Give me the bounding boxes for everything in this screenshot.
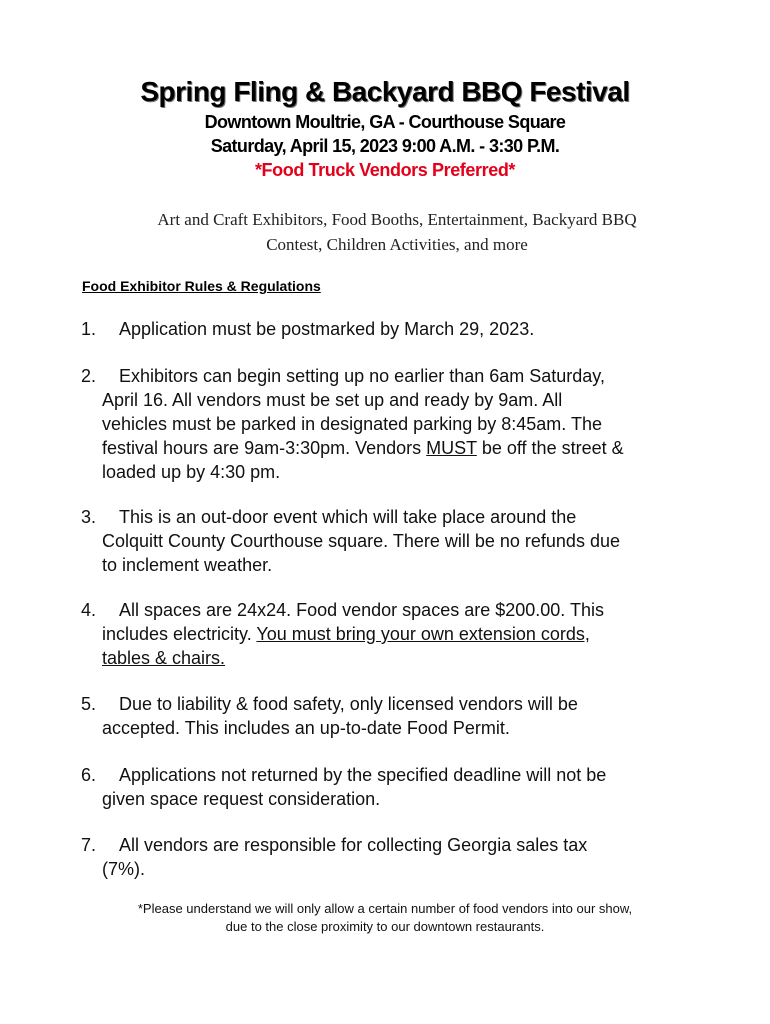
rule-number: 7. <box>81 835 97 855</box>
rule-text: to inclement weather. <box>102 555 273 575</box>
rule-item-2 <box>81 364 701 484</box>
rule-text: Due to liability & food safety, only licensed vendors will be <box>119 694 578 714</box>
rule-text: Application must be postmarked by March 29, 2023. <box>119 319 535 339</box>
rule-text-line <box>81 436 701 460</box>
intro-line: Art and Craft Exhibitors, Food Booths, Entertainment, Backyard BBQ <box>157 210 637 229</box>
rule-text: Colquitt County Courthouse square. There will be no refunds due <box>102 531 620 551</box>
rule-text: April 16. All vendors must be set up and ready by 9am. All <box>102 390 563 410</box>
rule-text: vehicles must be parked in designated parking by 8:45am. The <box>102 414 602 434</box>
rule-text: This is an out-door event which will take place around the <box>119 507 577 527</box>
rule-item-7 <box>81 833 701 881</box>
rule-item-5 <box>81 692 701 740</box>
rule-number: 6. <box>81 765 97 785</box>
rule-item-1 <box>81 317 701 341</box>
rule-text: All vendors are responsible for collecting Georgia sales tax <box>119 835 588 855</box>
rule-item-6 <box>81 763 701 811</box>
footnote <box>60 900 710 936</box>
rule-text: accepted. This includes an up-to-date Food Permit. <box>102 718 510 738</box>
rule-item-4 <box>81 598 701 670</box>
intro-line: Contest, Children Activities, and more <box>266 235 528 254</box>
footnote-line: due to the close proximity to our downtown restaurants. <box>225 919 545 934</box>
page-title: Spring Fling & Backyard BBQ Festival <box>140 76 630 107</box>
rule-underlined-text: tables & chairs. <box>102 648 226 668</box>
rule-underlined-text: You must bring your own extension cords, <box>256 624 590 644</box>
rule-text: (7%). <box>102 859 146 879</box>
food-truck-preferred-notice: *Food Truck Vendors Preferred* <box>254 160 516 180</box>
rule-emphasis: MUST <box>426 438 477 458</box>
rule-text: Applications not returned by the specified deadline will not be <box>119 765 607 785</box>
rule-number: 1. <box>81 319 97 339</box>
rule-number: 4. <box>81 600 97 620</box>
rule-text: given space request consideration. <box>102 789 381 809</box>
event-datetime: Saturday, April 15, 2023 9:00 A.M. - 3:30 P.M. <box>210 136 560 156</box>
rule-text: includes electricity. <box>102 624 257 644</box>
rule-text: be off the street & <box>476 438 624 458</box>
rule-text: Exhibitors can begin setting up no earlier than 6am Saturday, <box>119 366 605 386</box>
rule-number: 3. <box>81 507 97 527</box>
rule-number: 5. <box>81 694 97 714</box>
rule-item-3 <box>81 505 701 577</box>
rules-heading: Food Exhibitor Rules & Regulations <box>82 278 321 294</box>
footnote-line: *Please understand we will only allow a certain number of food vendors into our show, <box>137 901 633 916</box>
rule-text-line <box>81 622 701 646</box>
rule-number: 2. <box>81 366 97 386</box>
event-location: Downtown Moultrie, GA - Courthouse Square <box>204 112 566 132</box>
intro-paragraph <box>92 207 702 257</box>
rule-text: festival hours are 9am-3:30pm. Vendors <box>102 438 427 458</box>
rule-text-line <box>81 646 701 670</box>
rule-text: All spaces are 24x24. Food vendor spaces are $200.00. This <box>119 600 604 620</box>
rule-text: loaded up by 4:30 pm. <box>102 462 281 482</box>
